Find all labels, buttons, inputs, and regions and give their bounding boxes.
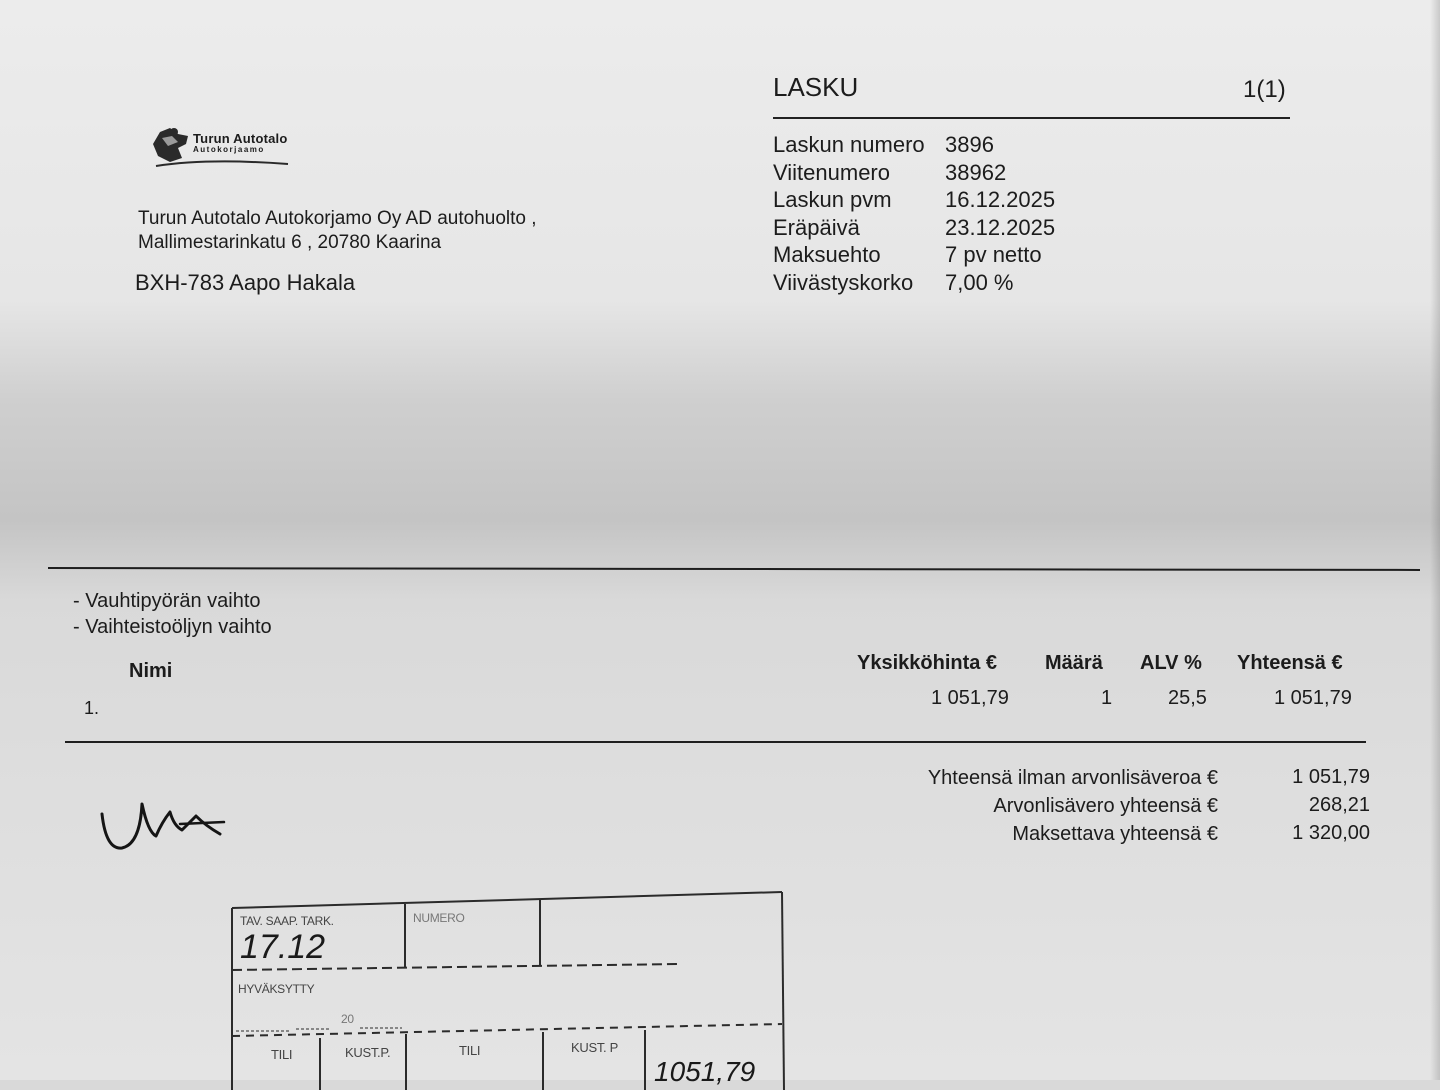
work-notes bbox=[73, 588, 272, 640]
customer: BXH-783 Aapo Hakala bbox=[135, 270, 356, 295]
total-payable-label: Maksettava yhteensä € bbox=[1012, 823, 1218, 845]
logo-name: Turun Autotalo bbox=[193, 131, 288, 146]
total-vat-label: Arvonlisävero yhteensä € bbox=[993, 795, 1218, 817]
meta-value: 7,00 % bbox=[945, 269, 1014, 295]
column-header-name: Nimi bbox=[129, 660, 173, 682]
stamp-account-label-2: TILI bbox=[459, 1043, 481, 1058]
title-divider bbox=[773, 117, 1290, 119]
table-divider bbox=[65, 741, 1366, 743]
logo-subtitle: Autokorjaamo bbox=[193, 145, 265, 154]
row-index: 1. bbox=[84, 698, 100, 718]
seller-address bbox=[138, 207, 537, 255]
invoice-meta bbox=[773, 131, 1055, 296]
meta-label: Laskun pvm bbox=[773, 187, 892, 212]
row-total: 1 051,79 bbox=[1274, 687, 1352, 709]
meta-row-invoice-number bbox=[773, 131, 1055, 159]
meta-value: 3896 bbox=[945, 132, 994, 157]
meta-value: 38962 bbox=[945, 159, 1007, 185]
meta-row-reference bbox=[773, 159, 1055, 187]
meta-row-late-interest bbox=[773, 269, 1055, 297]
note-item: - Vauhtipyörän vaihto bbox=[73, 590, 261, 612]
stamp-cost-center-label-2: KUST. P bbox=[571, 1040, 619, 1055]
stamp-received-date: 17.12 bbox=[240, 928, 326, 966]
meta-value: 16.12.2025 bbox=[945, 187, 1056, 212]
paper-edge-shadow bbox=[1430, 0, 1440, 1080]
row-vat: 25,5 bbox=[1168, 687, 1207, 709]
column-header-quantity: Määrä bbox=[1045, 652, 1103, 674]
stamp-amount: 1051,79 bbox=[654, 1056, 756, 1087]
row-unit-price: 1 051,79 bbox=[931, 687, 1009, 709]
column-header-vat: ALV % bbox=[1140, 652, 1202, 674]
meta-label: Eräpäivä bbox=[773, 214, 860, 240]
page-number: 1(1) bbox=[1243, 76, 1286, 103]
stamp-received-label: TAV. SAAP. TARK. bbox=[240, 914, 334, 928]
meta-value: 7 pv netto bbox=[945, 242, 1042, 267]
total-net-label: Yhteensä ilman arvonlisäveroa € bbox=[927, 767, 1218, 789]
total-payable-value: 1 320,00 bbox=[1292, 822, 1370, 844]
meta-label: Viitenumero bbox=[773, 159, 890, 185]
stamp-approved-label: HYVÄKSYTTY bbox=[238, 982, 315, 996]
stamp-cost-center-label-1: KUST.P. bbox=[345, 1045, 391, 1060]
meta-label: Maksuehto bbox=[773, 242, 881, 267]
total-net-value: 1 051,79 bbox=[1292, 766, 1370, 788]
invoice-title: LASKU bbox=[773, 72, 859, 102]
column-header-total: Yhteensä € bbox=[1237, 652, 1343, 674]
meta-row-date bbox=[773, 186, 1055, 214]
signature-icon bbox=[96, 792, 230, 856]
seller-line-1: Turun Autotalo Autokorjamo Oy AD autohuolto , bbox=[138, 208, 537, 229]
meta-row-payment-terms bbox=[773, 241, 1055, 269]
stamp-number-label: NUMERO bbox=[413, 911, 465, 925]
stamp-year-prefix: 20 bbox=[341, 1012, 354, 1026]
meta-value: 23.12.2025 bbox=[945, 214, 1056, 240]
note-item: - Vaihteistoöljyn vaihto bbox=[73, 616, 272, 638]
stamp-account-label-1: TILI bbox=[271, 1047, 293, 1062]
row-quantity: 1 bbox=[1101, 687, 1113, 709]
meta-label: Laskun numero bbox=[773, 132, 925, 157]
seller-line-2: Mallimestarinkatu 6 , 20780 Kaarina bbox=[138, 232, 442, 253]
meta-row-due-date bbox=[773, 214, 1055, 242]
meta-label: Viivästyskorko bbox=[773, 269, 914, 295]
total-vat-value: 268,21 bbox=[1308, 794, 1370, 816]
column-header-unit-price: Yksikköhinta € bbox=[857, 652, 998, 674]
